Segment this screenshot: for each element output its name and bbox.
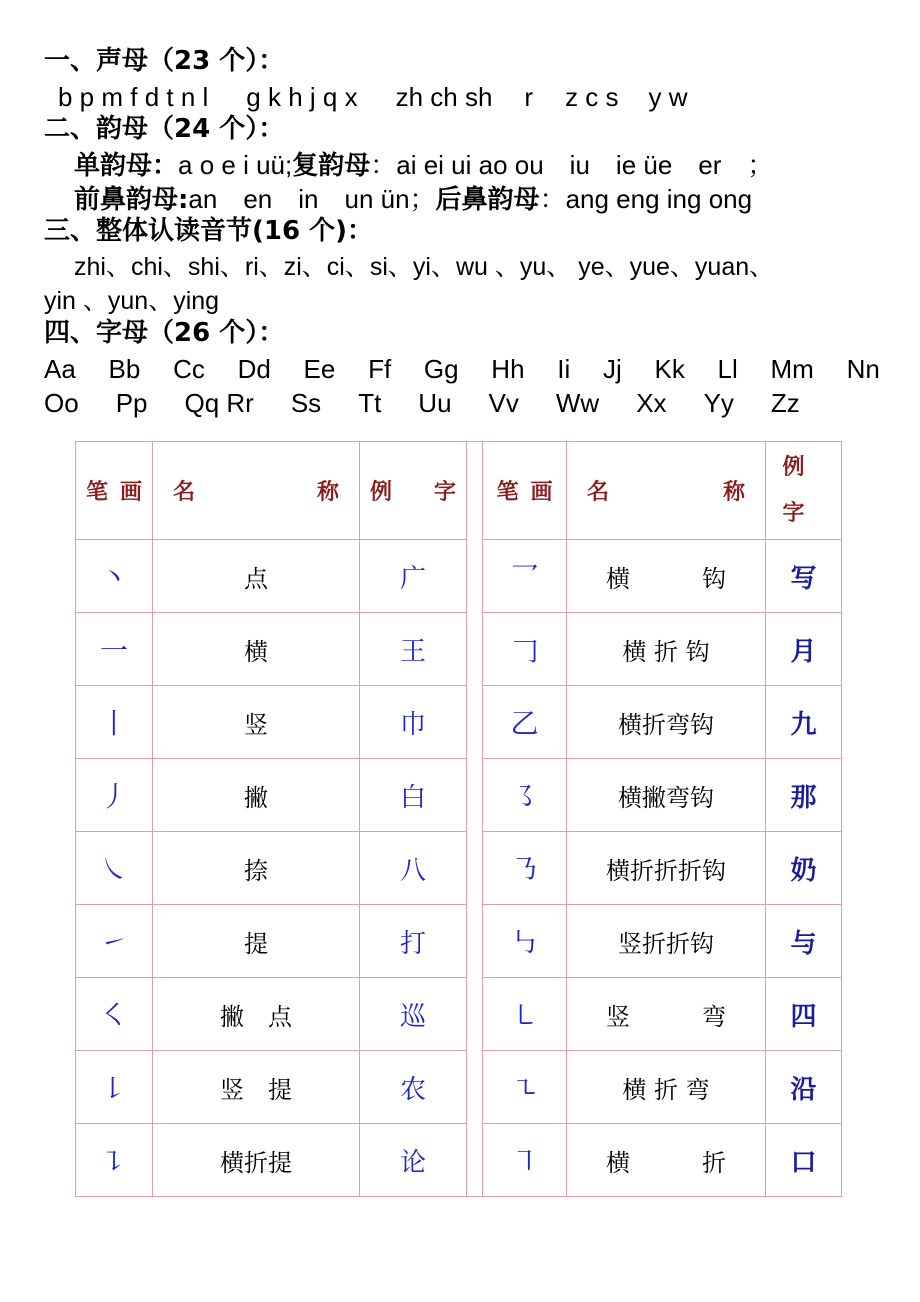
example-char-cell: 论 [360, 1124, 467, 1197]
letter-pair: Ll [717, 354, 738, 384]
initials-group: zh ch sh [395, 82, 493, 112]
letter-pair: Jj [602, 354, 622, 384]
stroke-name-cell: 点 [153, 540, 360, 613]
stroke-cell: ㇊ [76, 1124, 153, 1197]
finals-line-1 [74, 148, 773, 183]
letter-pair: Vv [488, 388, 519, 418]
stroke-table [75, 441, 842, 1197]
stroke-cell: ㇏ [76, 832, 153, 905]
example-char-cell: 沿 [766, 1051, 842, 1124]
stroke-cell: ㇙ [76, 1051, 153, 1124]
stroke-name-cell: 横 折 钩 [567, 613, 766, 686]
back-nasal-label: 后鼻韵母 [435, 185, 540, 215]
example-char-cell: 八 [360, 832, 467, 905]
letter-pair: Ii [557, 354, 571, 384]
table-row [76, 613, 842, 686]
initials-group: r [524, 82, 534, 112]
stroke-cell: 丿 [76, 759, 153, 832]
stroke-name-cell: 横撇弯钩 [567, 759, 766, 832]
example-char-cell: 写 [766, 540, 842, 613]
stroke-name-cell: 竖 [153, 686, 360, 759]
section3-title: 三、整体认读音节(16 个)： [44, 216, 373, 246]
stroke-name-cell: 横 [153, 613, 360, 686]
table-gap [467, 442, 483, 1197]
letter-pair: Ff [368, 354, 392, 384]
letter-pair: Mm [770, 354, 814, 384]
stroke-name-cell: 横折弯钩 [567, 686, 766, 759]
header-stroke-left: 笔 画 [76, 442, 153, 540]
example-char-cell: 白 [360, 759, 467, 832]
example-char-cell: 广 [360, 540, 467, 613]
initials-line [58, 80, 688, 114]
stroke-cell: ㇍ [483, 1051, 567, 1124]
stroke-name-cell: 横 折 弯 [567, 1051, 766, 1124]
stroke-cell: 丶 [76, 540, 153, 613]
stroke-cell: ㇄ [483, 978, 567, 1051]
stroke-cell: ㇉ [483, 905, 567, 978]
stroke-name-cell: 横折折折钩 [567, 832, 766, 905]
stroke-name-cell: 捺 [153, 832, 360, 905]
front-nasal-values: an en in un ün； [188, 184, 436, 214]
section2-title: 二、韵母（24 个）： [44, 114, 285, 144]
header-name-left: 名 称 [153, 442, 360, 540]
example-char-cell: 农 [360, 1051, 467, 1124]
stroke-name-cell: 提 [153, 905, 360, 978]
example-char-cell: 口 [766, 1124, 842, 1197]
compound-finals-values: ：ai ei ui ao ou iu ie üe er ； [370, 150, 774, 180]
example-char-cell: 那 [766, 759, 842, 832]
initials-group: g k h j q x [246, 82, 358, 112]
letter-pair: Ss [290, 388, 322, 418]
letter-pair: Ww [555, 388, 600, 418]
table-row [76, 1051, 842, 1124]
single-finals-label: 单韵母： [74, 151, 179, 181]
example-char-cell: 月 [766, 613, 842, 686]
initials-group: b p m f d t n l [58, 82, 209, 112]
stroke-name-cell: 竖 提 [153, 1051, 360, 1124]
letter-pair: Nn [846, 354, 880, 384]
letter-pair: Uu [418, 388, 452, 418]
example-char-cell: 四 [766, 978, 842, 1051]
letter-pair: Hh [491, 354, 525, 384]
back-nasal-values: ：ang eng ing ong [539, 184, 753, 214]
example-char-cell: 九 [766, 686, 842, 759]
compound-finals-label: 复韵母 [292, 151, 371, 181]
letter-pair: Tt [358, 388, 382, 418]
table-row [76, 686, 842, 759]
stroke-cell: 乛 [483, 540, 567, 613]
letter-pair: Bb [108, 354, 141, 384]
stroke-name-cell: 横 折 [567, 1124, 766, 1197]
letter-pair: Pp [115, 388, 148, 418]
letter-pair: Kk [654, 354, 685, 384]
stroke-cell: 乙 [483, 686, 567, 759]
stroke-name-cell: 撇 [153, 759, 360, 832]
stroke-cell: ㇛ [76, 978, 153, 1051]
stroke-cell: 𠃌 [483, 613, 567, 686]
table-row [76, 978, 842, 1051]
letter-pair: Cc [173, 354, 205, 384]
letter-pair: Qq Rr [184, 388, 254, 418]
header-name-right: 名 称 [567, 442, 766, 540]
table-row [76, 759, 842, 832]
example-char-cell: 奶 [766, 832, 842, 905]
initials-group: z c s [565, 82, 619, 112]
letter-pair: Aa [44, 354, 76, 384]
example-char-cell: 王 [360, 613, 467, 686]
syllables-line-2: yin 、yun、ying [44, 287, 220, 315]
section4-title: 四、字母（26 个）： [44, 318, 285, 348]
stroke-cell: ㇕ [483, 1124, 567, 1197]
stroke-name-cell: 横折提 [153, 1124, 360, 1197]
letter-pair: Yy [703, 388, 734, 418]
stroke-cell: ㇌ [483, 759, 567, 832]
letter-pair: Oo [44, 388, 79, 418]
letter-pair: Zz [770, 388, 800, 418]
example-char-cell: 巾 [360, 686, 467, 759]
stroke-cell: 一 [76, 613, 153, 686]
stroke-name-cell: 竖折折钩 [567, 905, 766, 978]
finals-line-2 [74, 182, 752, 217]
example-char-cell: 打 [360, 905, 467, 978]
stroke-cell: ㇡ [483, 832, 567, 905]
stroke-name-cell: 横 钩 [567, 540, 766, 613]
stroke-name-cell: 撇 点 [153, 978, 360, 1051]
header-example-right: 例 字 [766, 442, 842, 540]
example-char-cell: 与 [766, 905, 842, 978]
front-nasal-label: 前鼻韵母: [74, 185, 189, 215]
letter-pair: Xx [636, 388, 667, 418]
example-char-cell: 巡 [360, 978, 467, 1051]
stroke-cell: 丨 [76, 686, 153, 759]
table-header-row [76, 442, 842, 540]
header-stroke-right: 笔 画 [483, 442, 567, 540]
letter-pair: Gg [423, 354, 459, 384]
section1-title: 一、声母（23 个）： [44, 46, 285, 76]
stroke-name-cell: 竖 弯 [567, 978, 766, 1051]
initials-group: y w [648, 82, 688, 112]
letter-pair: Ee [303, 354, 336, 384]
stroke-cell: ㇀ [76, 905, 153, 978]
table-row [76, 1124, 842, 1197]
letter-pair: Dd [237, 354, 271, 384]
header-example-left: 例 字 [360, 442, 467, 540]
syllables-line-1: zhi、chi、shi、ri、zi、ci、si、yi、wu 、yu、 ye、yue、yuan、 [74, 253, 775, 281]
single-finals-values: a o e i uü; [178, 150, 293, 180]
alphabet-row-2 [44, 386, 880, 420]
alphabet-row-1 [44, 352, 880, 386]
table-row [76, 540, 842, 613]
table-row [76, 832, 842, 905]
table-row [76, 905, 842, 978]
